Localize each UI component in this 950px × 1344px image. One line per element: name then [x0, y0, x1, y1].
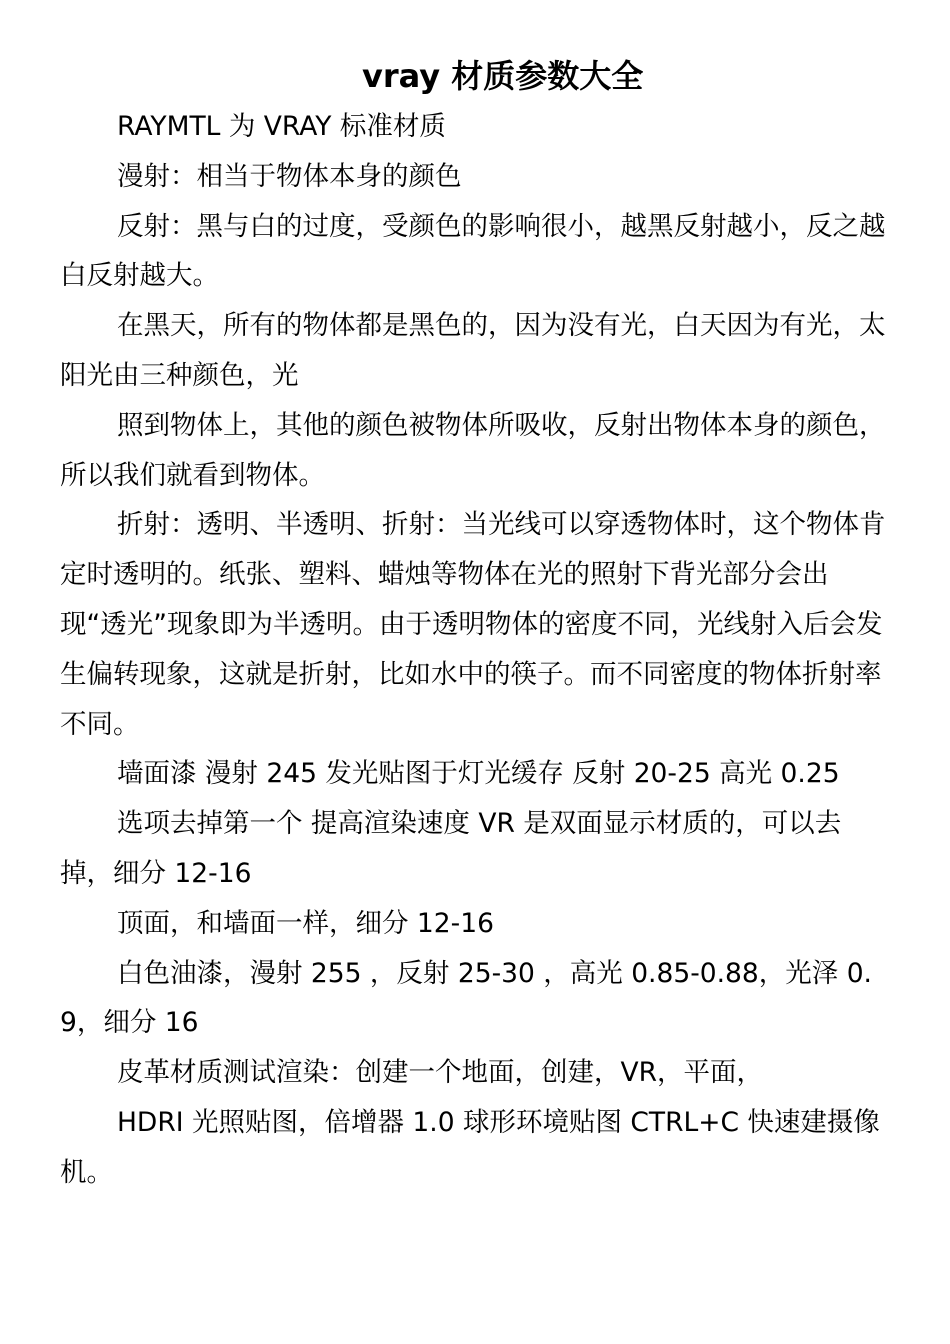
paragraph: RAYMTL 为 VRAY 标准材质: [117, 111, 446, 142]
paragraph: 反射：黑与白的过度，受颜色的影响很小，越黑反射越小，反之越白反射越大。: [60, 210, 886, 292]
paragraph: 白色油漆，漫射 255 ，反射 25-30 ，高光 0.85-0.88，光泽 0.9，细分 16: [60, 957, 872, 1039]
paragraph: 选项去掉第一个 提高渲染速度 VR 是双面显示材质的，可以去掉，细分 12-16: [60, 808, 842, 889]
paragraph: 墙面漆 漫射 245 发光贴图于灯光缓存 反射 20-25 高光 0.25: [117, 758, 840, 790]
paragraph: 漫射：相当于物体本身的颜色: [117, 160, 462, 192]
paragraph: 皮革材质测试渲染：创建一个地面，创建，VR，平面，: [117, 1057, 764, 1089]
paragraph: 顶面，和墙面一样，细分 12-16: [117, 907, 494, 939]
paragraph: HDRI 光照贴图，倍增器 1.0 球形环境贴图 CTRL+C 快速建摄像机。: [60, 1106, 880, 1188]
paragraph: 照到物体上，其他的颜色被物体所吸收，反射出物体本身的颜色，所以我们就看到物体。: [60, 409, 886, 491]
document-title: vray 材质参数大全: [362, 57, 644, 95]
paragraph: 折射：透明、半透明、折射：当光线可以穿透物体时，这个物体肯定时透明的。纸张、塑料、蜡烛等物体在光的照射下背光部分会出现“透光”现象即为半透明。由于透明物体的密度不同，光线射入后会发生偏转现象，这就是折射，比如水中的筷子。而不同密度的物体折射率不同。: [60, 509, 886, 740]
paragraph: 在黑天，所有的物体都是黑色的，因为没有光，白天因为有光，太阳光由三种颜色，光: [60, 310, 886, 391]
